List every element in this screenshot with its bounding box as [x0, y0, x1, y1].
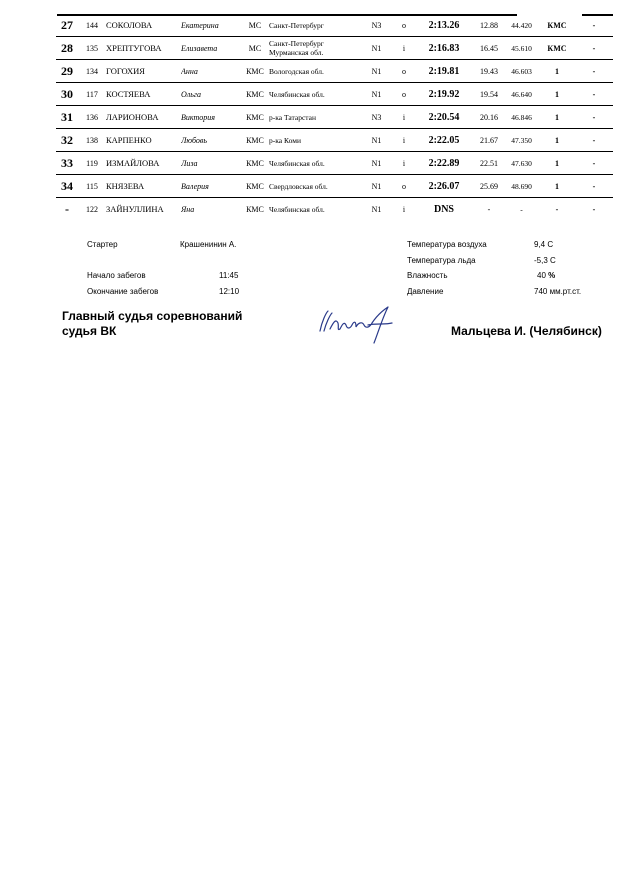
bib-cell: 136: [86, 112, 98, 122]
rank-cell: МС: [248, 20, 262, 30]
lane-cell: i: [402, 135, 406, 145]
result-rank-cell: 1: [555, 66, 559, 76]
place-cell: 28: [61, 40, 73, 55]
points-cell: 44.420: [511, 20, 532, 30]
note-cell: -: [592, 112, 596, 122]
handwritten-signature: [312, 303, 402, 348]
chief-judge-title: [62, 309, 242, 339]
result-rank-cell: -: [555, 204, 559, 214]
region-cell: Челябинская обл.: [269, 204, 325, 214]
pair-cell: N3: [371, 112, 382, 122]
place-cell: -: [65, 201, 69, 216]
region-cell: Санкт-Петербург: [269, 20, 324, 30]
table-row: [56, 152, 613, 175]
surname-cell: КНЯЗЕВА: [106, 181, 145, 191]
place-cell: 27: [61, 17, 73, 32]
end-time-label: Окончание забегов: [87, 287, 159, 296]
time-cell: 2:20.54: [428, 111, 460, 123]
time-cell: 2:16.83: [428, 42, 460, 54]
table-row: [56, 106, 613, 129]
table-row: [56, 198, 613, 221]
pair-cell: N1: [371, 135, 382, 145]
points-cell: 46.640: [511, 89, 532, 99]
points-cell: 46.603: [511, 66, 532, 76]
results-table: [56, 14, 613, 220]
time-cell: 2:22.89: [428, 157, 460, 169]
result-rank-cell: КМС: [547, 43, 567, 53]
end-time-value: 12:10: [219, 287, 240, 296]
bib-cell: 119: [86, 158, 98, 168]
region-cell: р-ка Коми: [269, 135, 301, 145]
rank-cell: КМС: [246, 66, 264, 76]
region-cell: Свердловская обл.: [269, 181, 328, 191]
humidity-label: Влажность: [407, 271, 448, 280]
result-rank-cell: 1: [555, 158, 559, 168]
bib-cell: 144: [86, 20, 98, 30]
region-cell: Челябинская обл.: [269, 89, 325, 99]
time-cell: 2:22.05: [428, 134, 460, 146]
surname-cell: КОСТЯЕВА: [106, 89, 151, 99]
last-lap-cell: 19.54: [480, 89, 498, 99]
points-cell: 45.610: [511, 43, 532, 53]
rank-cell: КМС: [246, 181, 264, 191]
points-cell: 46.846: [511, 112, 532, 122]
region-cell: р-ка Татарстан: [269, 112, 316, 122]
last-lap-cell: 20.16: [480, 112, 498, 122]
lane-cell: o: [402, 20, 406, 30]
note-cell: -: [592, 135, 596, 145]
rank-cell: КМС: [246, 204, 264, 214]
surname-cell: ЛАРИОНОВА: [106, 112, 159, 122]
points-cell: 47.350: [511, 135, 532, 145]
air-temp-value: 9,4 С: [534, 240, 554, 249]
rank-cell: КМС: [246, 158, 264, 168]
place-cell: 33: [61, 155, 73, 170]
pair-cell: N1: [371, 204, 382, 214]
surname-cell: ХРЕПТУГОВА: [106, 43, 162, 53]
last-lap-cell: -: [487, 204, 491, 214]
place-cell: 29: [61, 63, 73, 78]
surname-cell: КАРПЕНКО: [106, 135, 152, 145]
points-cell: 47.630: [511, 158, 532, 168]
humidity-unit: %: [548, 271, 556, 280]
last-lap-cell: 22.51: [480, 158, 498, 168]
rank-cell: КМС: [246, 112, 264, 122]
table-row: [56, 14, 613, 37]
firstname-cell: Лиза: [181, 158, 198, 168]
firstname-cell: Любовь: [181, 135, 207, 145]
table-row: [56, 175, 613, 198]
rank-cell: КМС: [246, 135, 264, 145]
firstname-cell: Елизавета: [181, 43, 218, 53]
lane-cell: i: [402, 204, 406, 214]
region-cell: Вологодская обл.: [269, 66, 324, 76]
place-cell: 31: [61, 109, 73, 124]
pair-cell: N1: [371, 66, 382, 76]
region-cell: Челябинская обл.: [269, 158, 325, 168]
table-row: [56, 37, 613, 60]
time-cell: DNS: [433, 203, 454, 215]
time-cell: 2:26.07: [428, 180, 460, 192]
table-row: [56, 60, 613, 83]
result-rank-cell: 1: [555, 135, 559, 145]
lane-cell: o: [402, 181, 406, 191]
bib-cell: 122: [86, 204, 98, 214]
table-row: [56, 129, 613, 152]
time-cell: 2:13.26: [428, 19, 460, 31]
chief-judge-title-line1: Главный судья соревнований: [62, 309, 243, 323]
result-rank-cell: КМС: [547, 20, 567, 30]
firstname-cell: Ольга: [181, 89, 202, 99]
region-cell: Санкт-Петербург Мурманская обл.: [269, 39, 324, 57]
last-lap-cell: 19.43: [480, 66, 498, 76]
time-cell: 2:19.81: [428, 65, 460, 77]
place-cell: 32: [61, 132, 73, 147]
bib-cell: 117: [86, 89, 98, 99]
surname-cell: ГОГОХИЯ: [106, 66, 145, 76]
lane-cell: o: [402, 66, 406, 76]
pair-cell: N1: [371, 158, 382, 168]
note-cell: -: [592, 204, 596, 214]
note-cell: -: [592, 181, 596, 191]
note-cell: -: [592, 158, 596, 168]
last-lap-cell: 25.69: [480, 181, 498, 191]
lane-cell: i: [402, 112, 406, 122]
last-lap-cell: 21.67: [480, 135, 498, 145]
humidity-value: 40 %: [537, 271, 556, 280]
rank-cell: КМС: [246, 89, 264, 99]
note-cell: -: [592, 20, 596, 30]
starter-name: Крашенинин А.: [180, 240, 237, 249]
surname-cell: ИЗМАЙЛОВА: [106, 158, 160, 168]
firstname-cell: Валерия: [181, 181, 209, 191]
firstname-cell: Виктория: [181, 112, 216, 122]
bib-cell: 134: [86, 66, 98, 76]
note-cell: -: [592, 89, 596, 99]
place-cell: 34: [61, 178, 73, 193]
result-rank-cell: 1: [555, 181, 559, 191]
ice-temp-label: Температура льда: [407, 256, 476, 265]
note-cell: -: [592, 43, 596, 53]
pair-cell: N1: [371, 181, 382, 191]
place-cell: 30: [61, 86, 73, 101]
firstname-cell: Анна: [181, 66, 198, 76]
surname-cell: ЗАЙНУЛЛИНА: [106, 204, 164, 214]
surname-cell: СОКОЛОВА: [106, 20, 153, 30]
pair-cell: N1: [371, 43, 382, 53]
last-lap-cell: 12.88: [480, 20, 498, 30]
pair-cell: N3: [371, 20, 382, 30]
note-cell: -: [592, 66, 596, 76]
pressure-label: Давление: [407, 287, 444, 296]
pair-cell: N1: [371, 89, 382, 99]
firstname-cell: Яна: [181, 204, 195, 214]
firstname-cell: Екатерина: [181, 20, 219, 30]
points-cell: -: [520, 204, 523, 214]
rank-cell: МС: [248, 43, 262, 53]
bib-cell: 135: [86, 43, 98, 53]
air-temp-label: Температура воздуха: [407, 240, 487, 249]
start-time-value: 11:45: [219, 271, 239, 280]
result-rank-cell: 1: [555, 112, 559, 122]
time-cell: 2:19.92: [428, 88, 460, 100]
chief-judge-title-line2: судья ВК: [62, 324, 117, 338]
lane-cell: o: [402, 89, 406, 99]
chief-judge-name: Мальцева И. (Челябинск): [451, 324, 602, 338]
ice-temp-value: -5,3 С: [534, 256, 556, 265]
points-cell: 48.690: [511, 181, 532, 191]
lane-cell: i: [402, 43, 406, 53]
bib-cell: 138: [86, 135, 98, 145]
start-time-label: Начало забегов: [87, 271, 146, 280]
lane-cell: i: [402, 158, 406, 168]
table-row: [56, 83, 613, 106]
pressure-value: 740 мм.рт.ст.: [534, 287, 582, 296]
result-rank-cell: 1: [555, 89, 559, 99]
last-lap-cell: 16.45: [480, 43, 498, 53]
starter-label: Стартер: [87, 240, 118, 249]
bib-cell: 115: [86, 181, 98, 191]
